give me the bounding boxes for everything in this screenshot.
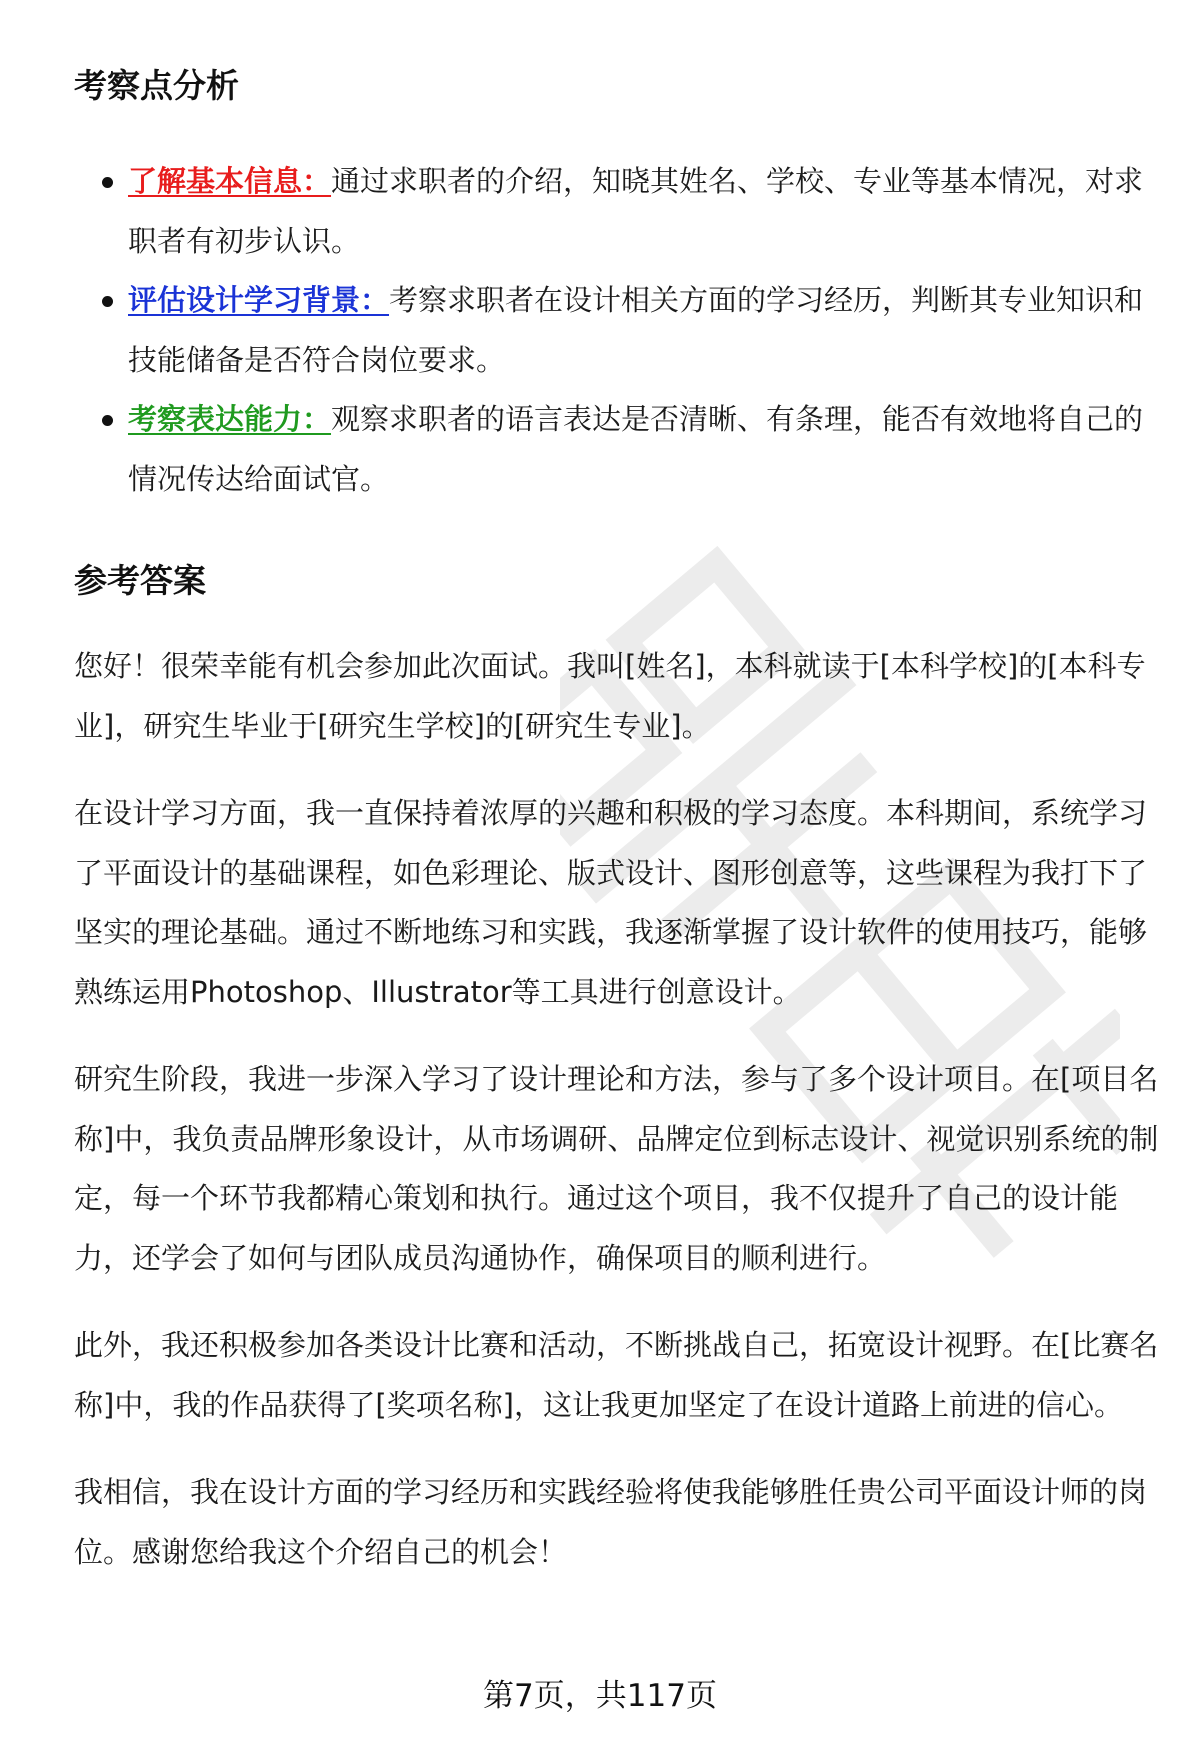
list-item [74,152,1164,271]
analysis-heading: 考察点分析 [74,66,239,105]
point-key: 评估设计学习背景： [128,283,390,317]
bullet-icon [102,296,113,307]
point-text: 考察求职者在设计相关方面的学习经历，判断其专业知识和技能储备是否符合岗位要求。 [128,283,1144,377]
key-points-list [74,152,1164,509]
content-area [74,62,1164,1610]
point-text: 观察求职者的语言表达是否清晰、有条理，能否有效地将自己的情况传达给面试官。 [128,402,1144,496]
point-text: 通过求职者的介绍，知晓其姓名、学校、专业等基本情况，对求职者有初步认识。 [128,164,1144,258]
point-key: 考察表达能力： [128,402,332,436]
answer-paragraph: 您好！很荣幸能有机会参加此次面试。我叫[姓名]，本科就读于[本科学校]的[本科专业]，研究生毕业于[研究生学校]的[研究生专业]。 [74,649,1146,743]
point-key: 了解基本信息： [128,164,332,198]
answer-paragraph: 我相信，我在设计方面的学习经历和实践经验将使我能够胜任贵公司平面设计师的岗位。感谢您给我这个介绍自己的机会！ [74,1475,1148,1569]
list-item [74,271,1164,390]
bullet-icon [102,177,113,188]
list-item [74,390,1164,509]
page-number: 第7页，共117页 [483,1678,717,1714]
answer-paragraph: 研究生阶段，我进一步深入学习了设计理论和方法，参与了多个设计项目。在[项目名称]中，我负责品牌形象设计，从市场调研、品牌定位到标志设计、视觉识别系统的制定，每一个环节我都精心策划和执行。通过这个项目，我不仅提升了自己的设计能力，还学会了如何与团队成员沟通协作，确保项目的顺利进行。 [74,1062,1159,1275]
answer-paragraph: 在设计学习方面，我一直保持着浓厚的兴趣和积极的学习态度。本科期间，系统学习了平面设计的基础课程，如色彩理论、版式设计、图形创意等，这些课程为我打下了坚实的理论基础。通过不断地练习和实践，我逐渐掌握了设计软件的使用技巧，能够熟练运用Photoshop、Illustrator等工具进行创意设计。 [74,796,1148,1009]
answer-paragraph: 此外，我还积极参加各类设计比赛和活动，不断挑战自己，拓宽设计视野。在[比赛名称]中，我的作品获得了[奖项名称]，这让我更加坚定了在设计道路上前进的信心。 [74,1328,1159,1422]
answer-heading: 参考答案 [74,561,206,600]
bullet-icon [102,415,113,426]
